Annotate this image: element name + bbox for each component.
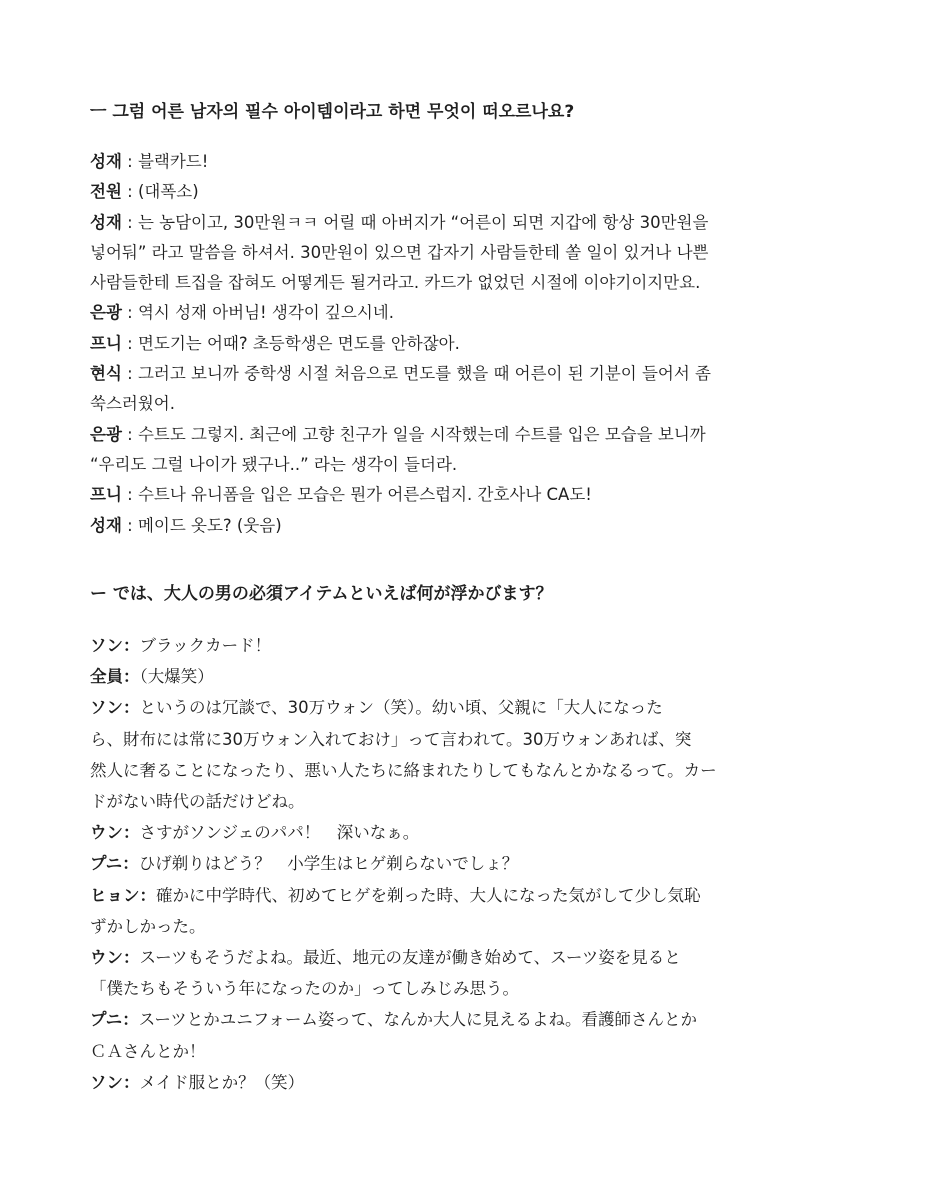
korean-dialogue	[90, 147, 874, 541]
dialogue-line	[90, 177, 874, 207]
dialogue-line	[90, 420, 874, 481]
speaker-separator: :	[121, 303, 138, 323]
speaker-separator: :	[121, 364, 138, 384]
speaker-separator: :	[121, 333, 138, 353]
speaker-name: ソン	[90, 1072, 123, 1092]
dialogue-text: 는 농담이고, 30만원ㅋㅋ 어릴 때 아버지가 “어른이 되면 지갑에 항상 30만원을 넣어둬” 라고 말씀을 하셔서. 30만원이 있으면 갑자기 사람들한테 쏠 일이 있거나 나쁜 사람들한테 트집을 잡혀도 어떻게든 될거라고. 카드가 없었던 시절에 이야기이지만요.	[90, 212, 709, 293]
speaker-separator: :	[121, 424, 138, 444]
speaker-name: 현식	[90, 364, 122, 384]
korean-question: ㅡ 그럼 어른 남자의 필수 아이템이라고 하면 무엇이 떠오르나요?	[90, 102, 575, 122]
dialogue-line	[90, 359, 874, 420]
speaker-name: 성재	[90, 152, 122, 171]
dialogue-line	[90, 848, 874, 879]
dialogue-text: メイド服とか？（笑）	[139, 1072, 305, 1092]
japanese-question: ー では、大人の男の必須アイテムといえば何が浮かびます？	[90, 584, 553, 604]
speaker-name: ウン	[90, 948, 123, 968]
dialogue-line	[90, 329, 874, 359]
dialogue-text: (대폭소)	[137, 182, 199, 202]
dialogue-line	[90, 661, 874, 692]
speaker-name: 성재	[90, 515, 122, 535]
dialogue-text: （大爆笑）	[139, 667, 214, 687]
dialogue-text: 수트도 그렇지. 최근에 고향 친구가 일을 시작했는데 수트를 입은 모습을 보니까 “우리도 그럴 나이가 됐구나..” 라는 생각이 들더라.	[90, 424, 706, 474]
dialogue-text: スーツもそうだよね。最近、地元の友達が働き始めて、スーツ姿を見ると 「僕たちもそういう年になったのか」ってしみじみ思う。	[90, 948, 681, 999]
speaker-name: ウン	[90, 823, 123, 843]
speaker-separator: :	[121, 515, 138, 535]
speaker-separator: :	[121, 212, 138, 232]
dialogue-line	[90, 817, 874, 848]
speaker-separator: ：	[139, 885, 156, 905]
dialogue-line	[90, 511, 874, 541]
dialogue-text: 그러고 보니까 중학생 시절 처음으로 면도를 했을 때 어른이 된 기분이 들어서 좀 쑥스러웠어.	[90, 364, 711, 414]
speaker-name: 프니	[90, 333, 122, 353]
dialogue-text: というのは冗談で、30万ウォン（笑）。幼い頃、父親に「大人になった ら、財布には常に30万ウォン入れておけ」って言われて。30万ウォンあれば、突 然人に奢ることになったり、悪い人たちに絡まれたりしてもなんとかなるって。カー ドがない時代の話だけどね。	[90, 698, 717, 812]
dialogue-line	[90, 480, 874, 510]
dialogue-line	[90, 298, 874, 328]
dialogue-text: 역시 성재 아버님! 생각이 깊으시네.	[137, 303, 394, 323]
dialogue-text: 면도기는 어때? 초등학생은 면도를 안하잖아.	[137, 333, 460, 353]
dialogue-line	[90, 1067, 874, 1098]
dialogue-text: 수트나 유니폼을 입은 모습은 뭔가 어른스럽지. 간호사나 CA도!	[137, 485, 592, 505]
speaker-name: ヒョン	[90, 885, 140, 905]
speaker-name: 全員	[90, 667, 123, 687]
speaker-separator: ：	[123, 667, 140, 687]
speaker-name: プニ	[90, 1010, 123, 1030]
dialogue-text: 메이드 옷도? (웃음)	[137, 515, 282, 535]
dialogue-line	[90, 630, 874, 661]
dialogue-text: さすがソンジェのパパ！ 深いなぁ。	[139, 823, 420, 843]
speaker-name: ソン	[90, 636, 123, 655]
speaker-separator: :	[121, 182, 138, 202]
japanese-interview-section	[90, 579, 874, 1098]
speaker-separator: ：	[123, 1072, 140, 1092]
speaker-name: ソン	[90, 698, 123, 718]
speaker-name: 프니	[90, 485, 122, 505]
speaker-separator: ：	[122, 1010, 139, 1030]
japanese-dialogue	[90, 630, 874, 1098]
dialogue-line	[90, 1004, 874, 1066]
speaker-separator: ：	[123, 823, 140, 843]
speaker-name: 은광	[90, 424, 122, 444]
dialogue-line	[90, 147, 874, 177]
dialogue-line	[90, 692, 874, 817]
dialogue-line	[90, 942, 874, 1004]
korean-interview-section	[90, 97, 874, 541]
speaker-name: 은광	[90, 303, 122, 323]
dialogue-line	[90, 208, 874, 299]
speaker-separator: ：	[123, 698, 140, 718]
speaker-separator: :	[121, 485, 138, 505]
dialogue-text: 블랙카드!	[137, 152, 209, 171]
dialogue-text: スーツとかユニフォーム姿って、なんか大人に見えるよね。看護師さんとか ＣＡさんとか！	[90, 1010, 698, 1061]
speaker-name: 성재	[90, 212, 122, 232]
speaker-separator: :	[121, 152, 138, 171]
speaker-name: プニ	[90, 854, 123, 874]
speaker-separator: ：	[123, 948, 140, 968]
dialogue-text: 確かに中学時代、初めてヒゲを剃った時、大人になった気がして少し気恥 ずかしかった。	[90, 885, 701, 936]
dialogue-text: ひげ剃りはどう？ 小学生はヒゲ剃らないでしょ？	[138, 854, 519, 874]
speaker-name: 전원	[90, 182, 122, 202]
speaker-separator: ：	[123, 636, 140, 655]
dialogue-text: ブラックカード！	[139, 636, 272, 655]
dialogue-line	[90, 880, 874, 942]
speaker-separator: ：	[122, 854, 139, 874]
